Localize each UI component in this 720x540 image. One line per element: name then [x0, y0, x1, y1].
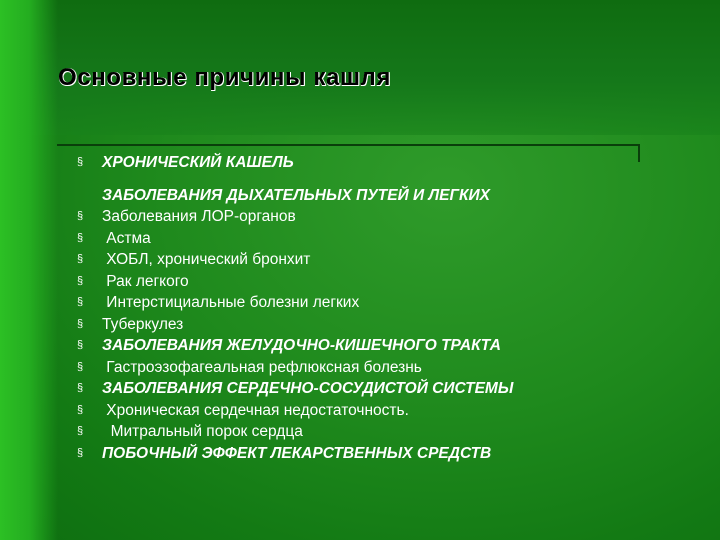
list-item: [74, 443, 674, 465]
list-item: [74, 228, 674, 250]
slide-title: Основные причины кашля: [58, 64, 392, 91]
title-divider: [57, 144, 640, 146]
list-item-text: ЗАБОЛЕВАНИЯ ДЫХАТЕЛЬНЫХ ПУТЕЙ И ЛЕГКИХ: [102, 186, 490, 204]
list-item: [74, 152, 674, 174]
list-item: [74, 400, 674, 422]
list-item: [74, 174, 674, 185]
list-item-text: Рак легкого: [102, 272, 189, 290]
list-item-text: Интерстициальные болезни легких: [102, 294, 360, 311]
left-accent-band: [0, 0, 58, 540]
bullet-icon: §: [76, 360, 84, 373]
list-item-text: ЗАБОЛЕВАНИЯ СЕРДЕЧНО-СОСУДИСТОЙ СИСТЕМЫ: [102, 380, 514, 397]
bullet-icon: §: [76, 382, 84, 394]
bullet-icon: §: [76, 339, 84, 351]
bullet-icon: §: [76, 446, 84, 459]
list-item: [74, 249, 674, 271]
bullet-icon: §: [76, 231, 84, 244]
bullet-icon: §: [76, 253, 84, 265]
list-item: [74, 271, 674, 293]
bullet-icon: §: [76, 296, 84, 308]
list-item: [74, 292, 674, 314]
bullet-icon: §: [76, 403, 84, 416]
list-item-text: ПОБОЧНЫЙ ЭФФЕКТ ЛЕКАРСТВЕННЫХ СРЕДСТВ: [102, 444, 492, 462]
bullet-icon: §: [76, 425, 84, 437]
bullet-list: [74, 152, 674, 464]
list-item-text: Хроническая сердечная недостаточность.: [102, 401, 409, 419]
list-item-text: ХРОНИЧЕСКИЙ КАШЕЛЬ: [102, 154, 294, 171]
list-item: [74, 185, 674, 207]
list-item: [74, 206, 674, 228]
list-item-text: Туберкулез: [102, 315, 184, 333]
list-item-text: ХОБЛ, хронический бронхит: [102, 251, 311, 268]
list-item: [74, 335, 674, 357]
list-item: [74, 421, 674, 443]
bullet-icon: §: [76, 210, 84, 222]
list-item: [74, 378, 674, 400]
bullet-icon: §: [76, 156, 84, 168]
list-item: [74, 314, 674, 336]
list-item-text: ЗАБОЛЕВАНИЯ ЖЕЛУДОЧНО-КИШЕЧНОГО ТРАКТА: [102, 337, 501, 354]
bullet-icon: §: [76, 317, 84, 330]
list-item-text: Астма: [102, 229, 151, 247]
bullet-icon: §: [76, 274, 84, 287]
list-item-text: Митральный порок сердца: [102, 423, 303, 440]
list-item-text: Заболевания ЛОР-органов: [102, 208, 296, 225]
list-item: [74, 357, 674, 379]
list-item-text: Гастроэзофагеальная рефлюксная болезнь: [102, 358, 422, 376]
